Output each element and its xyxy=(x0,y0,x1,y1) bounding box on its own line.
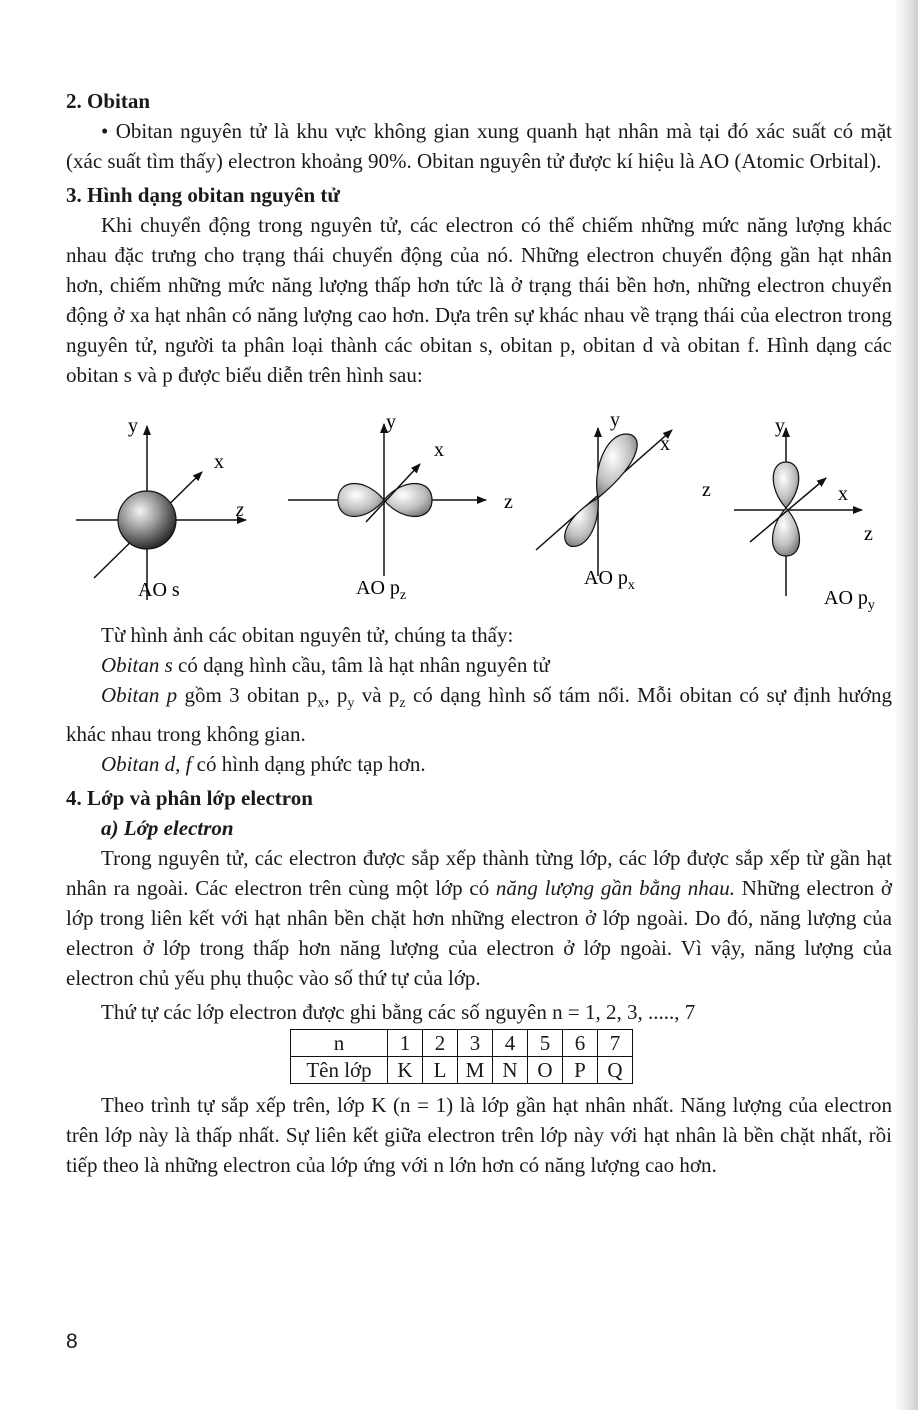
para1-part-a: Trong nguyên tử, các electron được sắp xếp thành từng lớp, các lớp được sắp xếp từ gần hạt nhân ra ngoài. Các electron trên cùng một lớp có xyxy=(66,846,892,901)
orbital-p-term: Obitan p xyxy=(101,683,178,707)
table-row xyxy=(291,1057,633,1084)
orbital-definition: Obitan nguyên tử là khu vực không gian xung quanh hạt nhân mà tại đó xác suất có mặt (xác suất tìm thấy) electron khoảng 90%. Obitan nguyên tử được kí hiệu là AO (Atomic Orbital). xyxy=(66,119,892,173)
table-cell: 1 xyxy=(388,1030,423,1057)
figure-intro: Từ hình ảnh các obitan nguyên tử, chúng ta thấy: xyxy=(101,623,514,647)
orbital-df-line xyxy=(66,749,892,779)
table-cell-n-label: n xyxy=(291,1030,388,1057)
orbital-p-desc-1: gồm 3 obitan p xyxy=(177,683,318,707)
table-cell: Q xyxy=(598,1057,633,1084)
section-3-paragraph: Khi chuyển động trong nguyên tử, các electron có thể chiếm những mức năng lượng khác nhau đặc trưng cho trạng thái chuyển động của nó. Những electron chuyển động gần hạt nhân hơn, chiếm những mức năng lượng thấp hơn tức là ở trạng thái bền hơn, những electron chuyển động ở xa hạt nhân có năng lượng cao hơn. Dựa trên sự khác nhau về trạng thái của electron trong nguyên tử, người ta phân loại thành các obitan s, obitan p, obitan d và obitan f. Hình dạng các obitan s và p được biểu diễn trên hình sau: xyxy=(66,213,892,387)
section-2-text xyxy=(66,116,892,176)
ao-s-axis-y: y xyxy=(128,415,138,437)
orbital-s-line xyxy=(66,650,892,680)
ao-s-label: AO s xyxy=(138,579,180,601)
shell-table-wrap xyxy=(66,1029,892,1084)
orbital-p-desc-3: và p xyxy=(354,683,400,707)
table-row xyxy=(291,1030,633,1057)
ao-s-axis-z: z xyxy=(236,499,244,521)
ao-py-prefix: AO p xyxy=(824,587,868,609)
orbital-p-line xyxy=(66,680,892,749)
orbital-p-desc-4: có dạng hình số tám nổi. Mỗi obitan có sự định hướng khác nhau trong không gian. xyxy=(66,683,893,747)
table-cell: N xyxy=(493,1057,528,1084)
ao-pz-axis-x: x xyxy=(434,439,444,461)
orbital-df-desc: có hình dạng phức tạp hơn. xyxy=(191,752,426,777)
page-number: 8 xyxy=(66,1330,78,1353)
ao-pz-subscript: z xyxy=(399,588,407,603)
table-cell: M xyxy=(458,1057,493,1084)
sub-z: z xyxy=(399,696,406,712)
ao-py-axis-x: x xyxy=(838,483,848,505)
bullet: • xyxy=(101,119,109,143)
table-cell: L xyxy=(423,1057,458,1084)
ao-pz-axis-y: y xyxy=(386,411,396,433)
ao-pz-axis-z: z xyxy=(504,491,513,513)
orbital-s-term: Obitan s xyxy=(101,653,173,677)
ao-px-diagram xyxy=(536,409,672,593)
ao-s-axis-x: x xyxy=(214,451,224,473)
ao-pz-prefix: AO p xyxy=(356,577,400,599)
sub-x: x xyxy=(317,696,325,712)
page-content xyxy=(66,86,892,1180)
table-cell: K xyxy=(388,1057,423,1084)
table-cell: 4 xyxy=(493,1030,528,1057)
ao-pz-diagram xyxy=(288,411,513,603)
sub-y: y xyxy=(347,696,355,712)
ao-py-diagram xyxy=(734,415,875,613)
ao-py-axis-z: z xyxy=(864,523,873,545)
section-3-heading: 3. Hình dạng obitan nguyên tử xyxy=(66,183,341,207)
section-2-heading: 2. Obitan xyxy=(66,89,151,113)
table-cell: 5 xyxy=(528,1030,563,1057)
ao-pz-label xyxy=(356,577,406,603)
section-4-paragraph-3: Theo trình tự sắp xếp trên, lớp K (n = 1) là lớp gần hạt nhân nhất. Năng lượng của electron trên lớp này là thấp nhất. Sự liên kết giữa electron trên lớp này với hạt nhân là bền chặt nhất, rồi tiếp theo là những electron của lớp ứng với n lớn hơn có năng lượng cao hơn. xyxy=(66,1093,892,1178)
table-cell: P xyxy=(563,1057,598,1084)
ao-px-axis-y: y xyxy=(610,409,620,431)
shell-table xyxy=(290,1029,633,1084)
ao-px-label xyxy=(584,567,635,593)
section-4-paragraph-2: Thứ tự các lớp electron được ghi bằng các số nguyên n = 1, 2, 3, ....., 7 xyxy=(101,1000,696,1025)
table-cell-name-label: Tên lớp xyxy=(291,1057,388,1084)
table-cell: 3 xyxy=(458,1030,493,1057)
para1-emphasis: năng lượng gần bằng nhau. xyxy=(495,876,736,901)
orbital-df-term: Obitan d, f xyxy=(101,752,192,777)
orbital-s-desc: có dạng hình cầu, tâm là hạt nhân nguyên tử xyxy=(172,653,550,677)
table-cell: O xyxy=(528,1057,563,1084)
ao-px-axis-z: z xyxy=(702,479,711,501)
page-edge-shadow xyxy=(894,0,918,1410)
ao-py-label xyxy=(824,587,875,613)
ao-px-subscript: x xyxy=(627,578,635,593)
ao-s-diagram xyxy=(76,415,246,601)
ao-py-subscript: y xyxy=(867,598,875,613)
section-4-heading: 4. Lớp và phân lớp electron xyxy=(66,786,313,811)
para1-part-b: Những electron ở lớp trong liên kết với hạt nhân bền chặt hơn những electron ở lớp ngoài. Do đó, năng lượng của electron ở lớp trong thấp hơn năng lượng của electron ở lớp ngoài. Vì vậy, năng lượng của electron chủ yếu phụ thuộc vào số thứ tự của lớp. xyxy=(66,876,893,991)
section-4a-heading: a) Lớp electron xyxy=(101,816,234,841)
orbital-p-desc-2: , p xyxy=(324,683,348,707)
orbital-diagrams xyxy=(66,400,892,616)
table-cell: 7 xyxy=(598,1030,633,1057)
ao-px-axis-x: x xyxy=(660,433,670,455)
table-cell: 6 xyxy=(563,1030,598,1057)
ao-px-prefix: AO p xyxy=(584,567,628,589)
section-4-paragraph-1 xyxy=(66,843,892,993)
orbital-figure xyxy=(66,400,892,616)
ao-py-axis-y: y xyxy=(775,415,785,437)
table-cell: 2 xyxy=(423,1030,458,1057)
